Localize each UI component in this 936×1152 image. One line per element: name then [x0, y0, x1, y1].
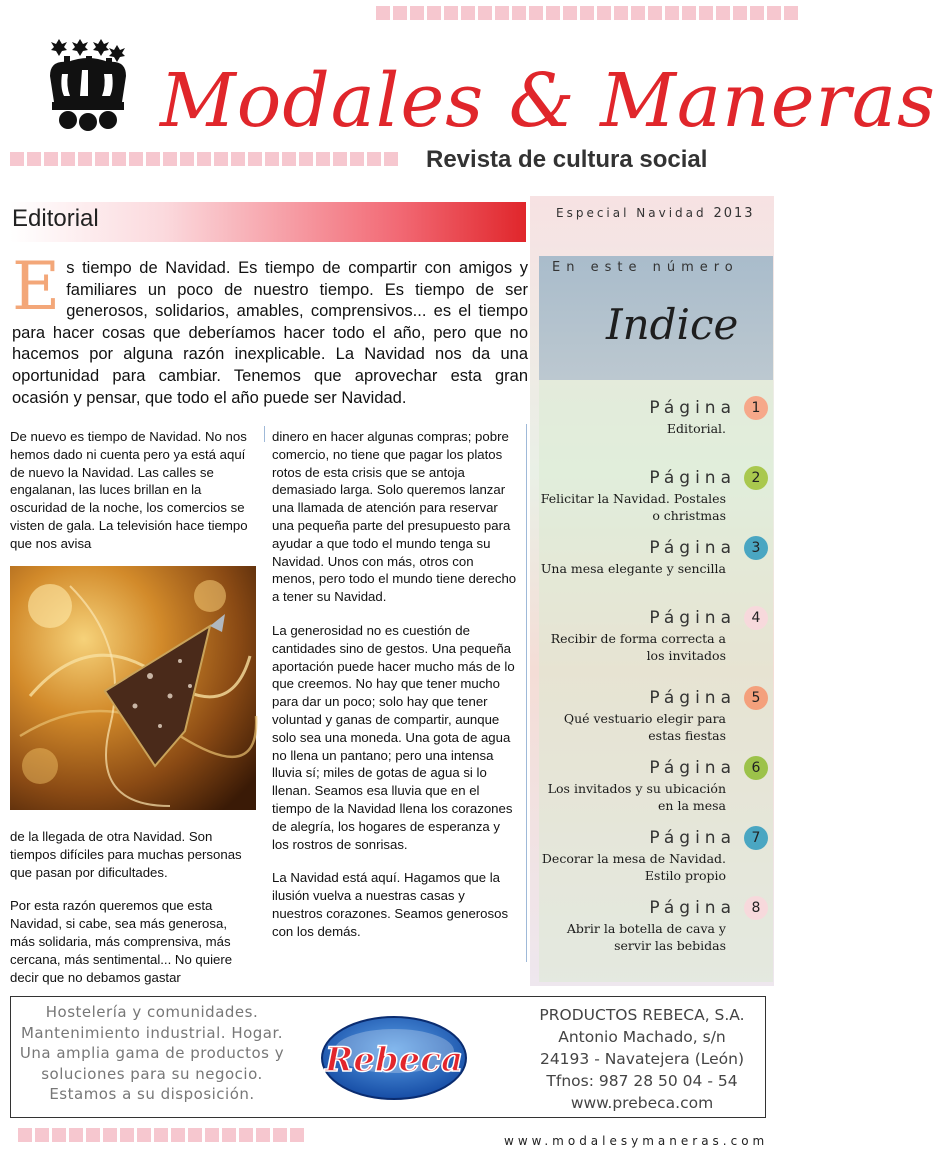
- decorative-square: [478, 6, 492, 20]
- special-edition-text: Especial Navidad: [556, 206, 707, 220]
- toc-page-label: Página: [649, 828, 736, 848]
- decorative-square: [333, 152, 347, 166]
- decorative-square: [290, 1128, 304, 1142]
- decorative-square: [129, 152, 143, 166]
- decorative-square: [61, 152, 75, 166]
- drop-cap: E: [12, 248, 61, 325]
- masthead-title: Modales & Maneras: [160, 58, 936, 144]
- decorative-square: [44, 152, 58, 166]
- decorative-square: [316, 152, 330, 166]
- decorative-square: [682, 6, 696, 20]
- decorative-square: [665, 6, 679, 20]
- decorative-square: [546, 6, 560, 20]
- ad-line: 24193 - Navatejera (León): [539, 1050, 745, 1068]
- decorative-square: [282, 152, 296, 166]
- decorative-square: [197, 152, 211, 166]
- decorative-square: [239, 1128, 253, 1142]
- decorative-square: [648, 6, 662, 20]
- toc-page-number: 4: [744, 606, 768, 630]
- toc-item-head: [540, 606, 772, 630]
- crown-logo-icon: [46, 36, 130, 132]
- ad-line: Mantenimiento industrial. Hogar.: [20, 1023, 284, 1042]
- paragraph: dinero en hacer algunas compras; pobre comercio, no tiene que pagar los platos rotos de esta crisis que se antoja demasiado larga. Solo queremos lanzar una llamada de atención para reservar una pequeña parte del presupuesto para ayudar a que todo el mundo tenga su Navidad. Unos con más, otros con menos, pero todo el mundo tiene derecho a tener su Navidad.: [272, 429, 517, 605]
- toc-item[interactable]: [540, 686, 772, 744]
- toc-page-number: 5: [744, 686, 768, 710]
- toc-page-number: 3: [744, 536, 768, 560]
- index-title: Indice: [606, 300, 739, 349]
- decorative-square: [376, 6, 390, 20]
- decorative-square: [265, 152, 279, 166]
- decorative-square: [222, 1128, 236, 1142]
- decorative-square: [393, 6, 407, 20]
- toc-item-head: [540, 756, 772, 780]
- decorative-square: [35, 1128, 49, 1142]
- decorative-square: [214, 152, 228, 166]
- decorative-square: [256, 1128, 270, 1142]
- toc-page-number: 6: [744, 756, 768, 780]
- decorative-square: [52, 1128, 66, 1142]
- paragraph: La Navidad está aquí. Hagamos que la ilusión vuelva a nuestras casas y nuestros corazones. Seamos generosos con los demás.: [272, 870, 509, 939]
- decorative-square: [120, 1128, 134, 1142]
- toc-description: Felicitar la Navidad. Postales o christmas: [540, 491, 726, 523]
- toc-description: Recibir de forma correcta a los invitados: [550, 631, 726, 663]
- column-1-bottom: [10, 828, 254, 1002]
- in-this-issue-label: En este número: [552, 260, 739, 275]
- decorative-square: [631, 6, 645, 20]
- toc-item[interactable]: [540, 396, 772, 437]
- decorative-squares-bottom: [18, 1128, 304, 1142]
- decorative-square: [384, 152, 398, 166]
- ad-line: Tfnos: 987 28 50 04 - 54: [546, 1072, 738, 1090]
- lead-text: s tiempo de Navidad. Es tiempo de compartir con amigos y familiares un poco de nuestro tiempo. Es tiempo de ser generosos, solidarios, amables, comprensivos... es el tiempo para hacer cosas que deberíamos hacer todo el año, pero que no hacemos por alguna razón inexplicable. La Navidad nos da una oportunidad para cambiar. Tenemos que aprovechar esta gran ocasión y pensar, que todo el año puede ser Navidad.: [12, 259, 528, 407]
- decorative-square: [154, 1128, 168, 1142]
- toc-description: Decorar la mesa de Navidad. Estilo propio: [541, 851, 726, 883]
- toc-page-number: 8: [744, 896, 768, 920]
- toc-item[interactable]: [540, 826, 772, 884]
- ad-website-link[interactable]: www.prebeca.com: [570, 1094, 714, 1112]
- toc-page-number: 7: [744, 826, 768, 850]
- decorative-square: [444, 6, 458, 20]
- decorative-square: [699, 6, 713, 20]
- toc-description: Editorial.: [666, 421, 726, 436]
- decorative-square: [733, 6, 747, 20]
- decorative-square: [171, 1128, 185, 1142]
- decorative-square: [350, 152, 364, 166]
- ad-left-text: [16, 1002, 288, 1105]
- decorative-square: [95, 152, 109, 166]
- decorative-square: [163, 152, 177, 166]
- editorial-heading: Editorial: [12, 205, 99, 232]
- decorative-square: [231, 152, 245, 166]
- toc-item-head: [540, 896, 772, 920]
- decorative-square: [767, 6, 781, 20]
- special-edition-year: 2013: [713, 206, 755, 221]
- decorative-square: [103, 1128, 117, 1142]
- decorative-square: [299, 152, 313, 166]
- ad-line: Una amplia gama de productos y: [19, 1044, 285, 1062]
- column-divider: [264, 426, 265, 442]
- toc-item[interactable]: [540, 466, 772, 524]
- decorative-square: [10, 152, 24, 166]
- paragraph: De nuevo es tiempo de Navidad. No nos hemos dado ni cuenta pero ya está aquí de nuevo la Navidad. Las calles se engalanan, las luces brillan en la oscuridad de la noche, los comercios se visten de gala. La televisión hace tiempo que nos avisa: [10, 429, 248, 551]
- paragraph: de la llegada de otra Navidad. Son tiempos difíciles para muchas personas que pasan por dificultades.: [10, 829, 242, 880]
- toc-page-label: Página: [649, 758, 736, 778]
- toc-item[interactable]: [540, 606, 772, 664]
- decorative-square: [563, 6, 577, 20]
- decorative-square: [18, 1128, 32, 1142]
- decorative-square: [784, 6, 798, 20]
- logo-text: Rebeca: [324, 1040, 464, 1080]
- decorative-square: [614, 6, 628, 20]
- decorative-square: [188, 1128, 202, 1142]
- toc-page-number: 2: [744, 466, 768, 490]
- ad-line: Hostelería y comunidades.: [45, 1003, 259, 1021]
- toc-page-label: Página: [649, 688, 736, 708]
- toc-page-label: Página: [649, 608, 736, 628]
- decorative-square: [716, 6, 730, 20]
- toc-description: Qué vestuario elegir para estas fiestas: [563, 711, 726, 743]
- toc-description: Abrir la botella de cava y servir las bebidas: [566, 921, 726, 953]
- decorative-square: [495, 6, 509, 20]
- toc-item-head: [540, 466, 772, 490]
- ad-right-text: [522, 1004, 762, 1114]
- decorative-square: [86, 1128, 100, 1142]
- ad-line: soluciones para su negocio.: [41, 1064, 263, 1083]
- column-1-top: [10, 428, 254, 569]
- toc-page-label: Página: [649, 538, 736, 558]
- decorative-square: [529, 6, 543, 20]
- decorative-squares-top: [376, 6, 798, 20]
- ad-line: PRODUCTOS REBECA, S.A.: [539, 1006, 745, 1024]
- toc-page-label: Página: [649, 398, 736, 418]
- decorative-square: [410, 6, 424, 20]
- decorative-square: [137, 1128, 151, 1142]
- column-divider: [526, 424, 527, 962]
- ad-line: Antonio Machado, s/n: [558, 1028, 726, 1046]
- decorative-square: [750, 6, 764, 20]
- toc-item-head: [540, 826, 772, 850]
- toc-item[interactable]: [540, 756, 772, 814]
- decorative-square: [180, 152, 194, 166]
- toc-page-label: Página: [649, 898, 736, 918]
- decorative-square: [205, 1128, 219, 1142]
- toc-page-number: 1: [744, 396, 768, 420]
- decorative-square: [367, 152, 381, 166]
- special-edition-label: [556, 206, 755, 221]
- decorative-square: [146, 152, 160, 166]
- decorative-square: [273, 1128, 287, 1142]
- decorative-square: [248, 152, 262, 166]
- toc-item-head: [540, 686, 772, 710]
- column-2: [272, 428, 518, 957]
- decorative-square: [427, 6, 441, 20]
- paragraph: La generosidad no es cuestión de cantidades sino de gestos. Una pequeña aportación puede hacer mucho más de lo que creemos. No hay que tener mucho para dar un poco; solo hay que tener voluntad y ganas de compartir, aunque solo sea una moneda. Una gota de agua no llena un pantano; pero una intensa lluvia sí; miles de gotas de agua si lo llenan. Seamos esa lluvia que en el tiempo de la Navidad llena los corazones de alegría, los hogares de esperanza y los rostros de sonrisas.: [272, 622, 515, 852]
- christmas-ornament-photo: [10, 566, 256, 810]
- rebeca-logo: [320, 1015, 468, 1101]
- toc-item-head: [540, 396, 772, 420]
- toc-description: Los invitados y su ubicación en la mesa: [547, 781, 726, 813]
- decorative-squares-middle: [10, 152, 398, 166]
- toc-item-head: [540, 536, 772, 560]
- decorative-square: [78, 152, 92, 166]
- decorative-square: [597, 6, 611, 20]
- toc-item[interactable]: [540, 896, 772, 954]
- decorative-square: [580, 6, 594, 20]
- decorative-square: [112, 152, 126, 166]
- toc-description: Una mesa elegante y sencilla: [540, 561, 726, 576]
- toc-page-label: Página: [649, 468, 736, 488]
- decorative-square: [512, 6, 526, 20]
- decorative-square: [27, 152, 41, 166]
- decorative-square: [69, 1128, 83, 1142]
- toc-item[interactable]: [540, 536, 772, 577]
- masthead-subtitle: Revista de cultura social: [426, 146, 708, 173]
- lead-paragraph: [12, 248, 528, 409]
- footer-website-link[interactable]: www.modalesymaneras.com: [504, 1134, 769, 1148]
- decorative-square: [461, 6, 475, 20]
- ad-line: Estamos a su disposición.: [49, 1085, 255, 1103]
- paragraph: Por esta razón queremos que esta Navidad, si cabe, sea más generosa, más solidaria, más comprensiva, más cercana, más sentimental... No quiere decir que no debamos gastar: [10, 898, 233, 985]
